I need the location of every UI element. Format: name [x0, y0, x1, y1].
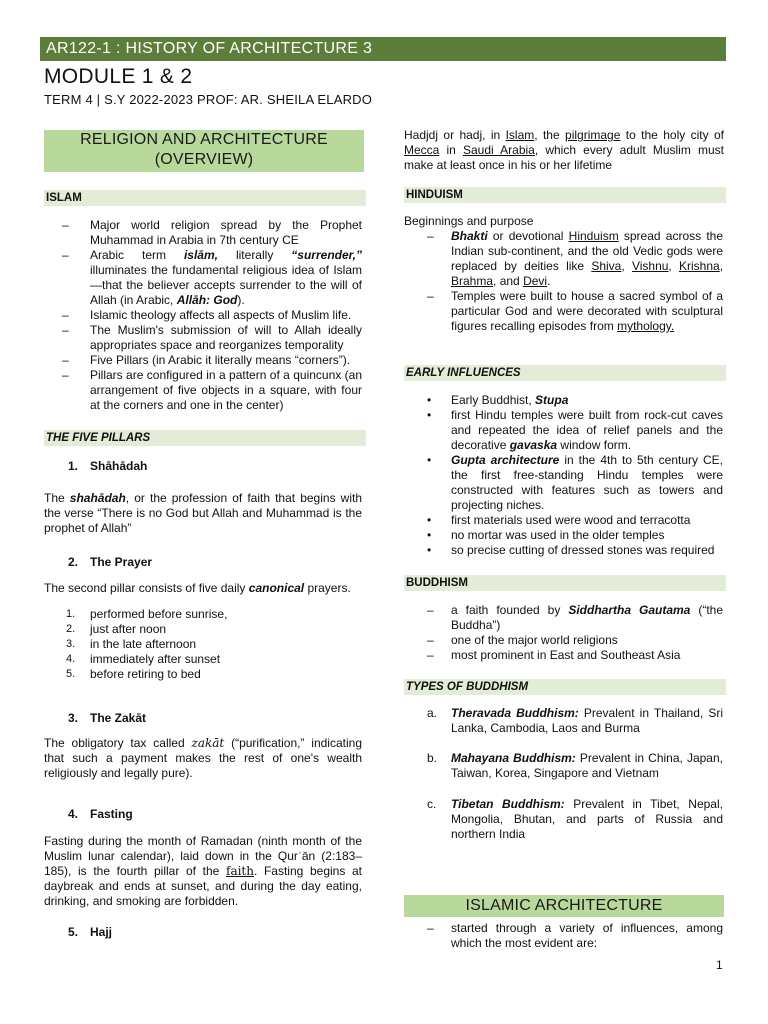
mythology-link[interactable]: mythology.: [617, 319, 675, 333]
module-title: MODULE 1 & 2: [44, 65, 193, 88]
list-item: [66, 652, 356, 667]
list-item-text: Five Pillars (in Arabic it literally means “corners”).: [90, 353, 351, 367]
list-item-text: The Muslim's submission of will to Allah ideally appropriates space and reorganizes temporality: [90, 323, 362, 352]
prayer-list: [66, 607, 356, 682]
list-item: [427, 289, 723, 334]
list-item: [62, 248, 362, 308]
dash-marker: –: [62, 218, 69, 232]
list-item: [66, 622, 356, 637]
bullet-marker: •: [427, 528, 432, 542]
list-item-text: Pillars are configured in a pattern of a quincunx (an arrangement of five objects in a square, with four at the corners and one in the center): [90, 368, 362, 412]
term-allah: Allāh: God: [176, 293, 238, 307]
term-tibetan: Tibetan Buddhism:: [451, 797, 565, 811]
list-letter: a.: [427, 706, 438, 720]
text: or devotional: [487, 229, 569, 243]
dash-marker: –: [427, 921, 434, 935]
list-letter: c.: [427, 797, 437, 811]
faith-link[interactable]: faith: [226, 864, 254, 878]
pillar-5-num: 5.: [68, 925, 79, 939]
list-item: [427, 453, 723, 513]
bullet-marker: •: [427, 453, 432, 467]
saudi-arabia-link[interactable]: Saudi Arabia: [462, 143, 535, 157]
hinduism-header: HINDUISM: [404, 187, 726, 203]
list-number: 1.: [66, 608, 76, 620]
buddhism-list: [427, 603, 723, 663]
course-title: AR122-1 : HISTORY OF ARCHITECTURE 3: [46, 40, 373, 57]
buddhism-header: BUDDHISM: [404, 575, 726, 591]
beginnings-label: Beginnings and purpose: [404, 214, 534, 228]
term-info: TERM 4 | S.Y 2022-2023 PROF: AR. SHEILA ELARDO: [44, 92, 373, 107]
list-item: [62, 308, 362, 323]
text: Prevalent in China, Japan, Taiwan, Korea, Singapore and Vietnam: [451, 751, 723, 780]
dash-marker: –: [427, 229, 434, 243]
text: Prevalent in Thailand, Sri Lanka, Cambodia, Laos and Burma: [451, 706, 723, 735]
pillar-1-num: 1.: [68, 459, 79, 473]
text: Hadjdj or hadj, in: [404, 128, 506, 142]
term-surrender: “surrender,”: [291, 248, 362, 262]
course-title-bar: [40, 37, 726, 61]
dash-marker: –: [427, 289, 434, 303]
text: ,: [621, 259, 632, 273]
text: .: [547, 274, 551, 288]
five-pillars-header: THE FIVE PILLARS: [44, 430, 366, 446]
text: The: [44, 491, 70, 505]
dash-marker: –: [427, 648, 434, 662]
hajj-text: [404, 128, 724, 173]
section-title-line-2: (OVERVIEW): [154, 151, 254, 168]
list-item: [66, 667, 356, 682]
text: literally: [218, 248, 292, 262]
text: Temples were built to house a sacred symbol of a particular God and were decorated with sculptural figures recalling episodes from: [451, 289, 723, 333]
text: in the 4th to 5th century CE, the first free-standing Hindu temples were constructed with features such as towers and projecting niches.: [451, 453, 723, 512]
dash-marker: –: [427, 633, 434, 647]
text: , or the profession of faith that begins with the verse “There is no God but Allah and Muhammad is the prophet of Allah”: [44, 491, 362, 535]
text: Arabic term: [90, 248, 184, 262]
term-shahadah: shahādah: [69, 491, 126, 505]
list-letter: b.: [427, 751, 438, 765]
list-item-text: no mortar was used in the older temples: [451, 528, 665, 542]
term-islam: islām,: [183, 248, 218, 262]
text: Prevalent in Tibet, Nepal, Mongolia, Bhutan, and parts of Russia and northern India: [451, 797, 723, 841]
list-item-text: immediately after sunset: [90, 652, 221, 666]
shiva-link[interactable]: Shiva: [591, 259, 622, 273]
islamic-architecture-item: [427, 921, 723, 951]
text: ,: [668, 259, 679, 273]
list-number: 2.: [66, 623, 76, 635]
text: Fasting during the month of Ramadan (ninth month of the Muslim lunar calendar), laid down in the Qurʾān (2:183–185), is the fourth pillar of the: [44, 834, 362, 878]
list-item-text: in the late afternoon: [90, 637, 197, 651]
list-item: [66, 607, 356, 622]
islamic-architecture-title: ISLAMIC ARCHITECTURE: [404, 895, 724, 917]
list-item: [427, 543, 723, 558]
pillar-2-num: 2.: [68, 555, 79, 569]
list-number: 3.: [66, 638, 76, 650]
list-item-text: first materials used were wood and terracotta: [451, 513, 691, 527]
text: prayers.: [304, 581, 351, 595]
pillar-1-text: [44, 491, 362, 536]
text: in: [439, 143, 463, 157]
dash-marker: –: [427, 603, 434, 617]
dash-marker: –: [62, 353, 69, 367]
text: ,: [719, 259, 724, 273]
list-item: [62, 218, 362, 248]
dash-marker: –: [62, 248, 69, 262]
pillar-1-title: Shāhādah: [90, 459, 148, 473]
list-item: [427, 648, 723, 663]
text: to the holy city of: [620, 128, 724, 142]
buddhism-type-a: [427, 706, 723, 736]
term-siddhartha: Siddhartha Gautama: [568, 603, 691, 617]
list-item: [66, 637, 356, 652]
pillar-3-text: [44, 736, 362, 781]
dash-marker: –: [62, 368, 69, 382]
term-zakat: zakāt: [191, 736, 225, 750]
list-item: [427, 528, 723, 543]
list-item: [62, 368, 362, 413]
pillar-2-text: [44, 581, 362, 596]
list-item-text: before retiring to bed: [90, 667, 201, 681]
term-stupa: Stupa: [535, 393, 569, 407]
pillar-4-text: [44, 834, 362, 909]
bullet-marker: •: [427, 543, 432, 557]
list-item: [427, 229, 724, 289]
islam-header: ISLAM: [44, 190, 366, 206]
text: first Hindu temples were built from rock-cut caves and repeated the idea of relief panels and the decorative: [451, 408, 723, 452]
buddhism-type-b: [427, 751, 723, 781]
dash-marker: –: [62, 308, 69, 322]
term-bhakti: Bhakti: [451, 229, 488, 243]
pillar-3-title: The Zakāt: [90, 711, 147, 725]
hinduism-link[interactable]: Hinduism: [568, 229, 619, 243]
early-influences-header: EARLY INFLUENCES: [404, 365, 726, 381]
list-item: [427, 633, 723, 648]
list-item: [427, 603, 723, 633]
text: Early Buddhist,: [451, 393, 536, 407]
list-item: [62, 323, 362, 353]
text: window form.: [557, 438, 632, 452]
pillar-2-title: The Prayer: [90, 555, 153, 569]
list-item-text: most prominent in East and Southeast Asia: [451, 648, 681, 662]
krishna-link[interactable]: Krishna: [679, 259, 720, 273]
text: . Fasting begins at daybreak and ends at sunset, and during the day eating, drinking, and smoking are forbidden.: [44, 864, 362, 908]
list-number: 5.: [66, 668, 76, 680]
list-item: [62, 353, 362, 368]
term-theravada: Theravada Buddhism:: [451, 706, 579, 720]
list-item-text: so precise cutting of dressed stones was required: [451, 543, 715, 557]
list-item-text: one of the major world religions: [451, 633, 618, 647]
list-item: [427, 393, 723, 408]
list-number: 4.: [66, 653, 76, 665]
pillar-5-title: Hajj: [90, 925, 113, 939]
list-item: [427, 408, 723, 453]
list-item-text: Major world religion spread by the Prophet Muhammad in Arabia in 7th century CE: [90, 218, 362, 247]
early-influences-list: [427, 393, 723, 558]
page-number: 1: [716, 958, 723, 972]
bullet-marker: •: [427, 393, 432, 407]
list-item-text: performed before sunrise,: [90, 607, 228, 621]
text: The obligatory tax called: [44, 736, 192, 750]
vishnu-link[interactable]: Vishnu: [631, 259, 669, 273]
text: spread across the Indian sub-continent, and the old Vedic gods were replaced by deities like: [451, 229, 724, 273]
devi-link[interactable]: Devi: [523, 274, 548, 288]
pillar-4-num: 4.: [68, 807, 79, 821]
text: (“purification,” indicating that such a payment makes the rest of one's wealth religiously and legally pure).: [44, 736, 362, 780]
hinduism-list: [427, 229, 724, 334]
list-item-text: just after noon: [90, 622, 167, 636]
text: , and: [493, 274, 524, 288]
section-title-line-1: RELIGION AND ARCHITECTURE: [80, 131, 328, 148]
islam-list: [62, 218, 362, 413]
pillar-4-title: Fasting: [90, 807, 133, 821]
section-title-religion: [44, 130, 364, 172]
buddhism-type-c: [427, 797, 723, 842]
text: (“the Buddha”): [451, 603, 723, 632]
bullet-marker: •: [427, 513, 432, 527]
mecca-link[interactable]: Mecca: [404, 143, 440, 157]
text: a faith founded by: [451, 603, 569, 617]
islam-link[interactable]: Islam: [505, 128, 535, 142]
dash-marker: –: [62, 323, 69, 337]
term-mahayana: Mahayana Buddhism:: [451, 751, 576, 765]
brahma-link[interactable]: Brahma: [451, 274, 494, 288]
text: illuminates the fundamental religious idea of Islam—that the believer accepts surrender to the will of Allah (in Arabic,: [90, 263, 362, 307]
list-item: [427, 513, 723, 528]
text: ).: [237, 293, 245, 307]
pilgrimage-link[interactable]: pilgrimage: [565, 128, 621, 142]
term-gupta: Gupta architecture: [451, 453, 560, 467]
pillar-3-num: 3.: [68, 711, 79, 725]
bullet-marker: •: [427, 408, 432, 422]
list-item-text: Islamic theology affects all aspects of Muslim life.: [90, 308, 352, 322]
text: , which every adult Muslim must make at least once in his or her lifetime: [404, 143, 724, 172]
text: The second pillar consists of five daily: [44, 581, 249, 595]
term-canonical: canonical: [248, 581, 305, 595]
list-item-text: started through a variety of influences, among which the most evident are:: [451, 921, 723, 950]
types-of-buddhism-header: TYPES OF BUDDHISM: [404, 679, 726, 695]
term-gavaska: gavaska: [509, 438, 558, 452]
text: , the: [534, 128, 566, 142]
